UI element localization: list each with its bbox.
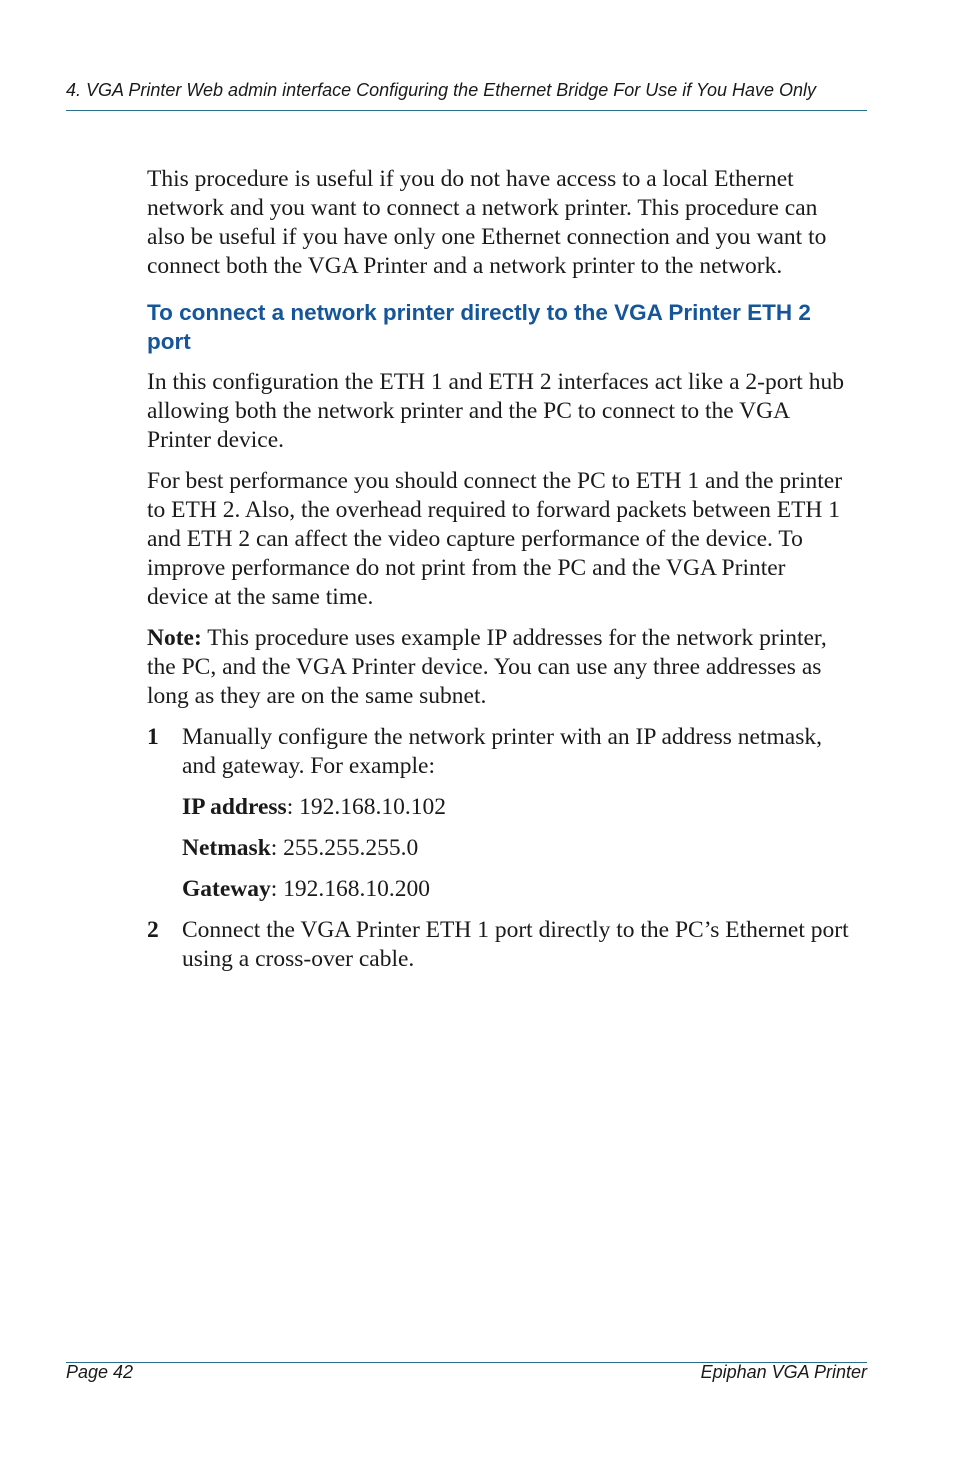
ip-address-setting bbox=[147, 793, 852, 822]
running-header: 4. VGA Printer Web admin interface Configuring the Ethernet Bridge For Use if You Have Only bbox=[66, 80, 817, 100]
page-number: Page 42 bbox=[66, 1362, 134, 1382]
step-1 bbox=[147, 723, 852, 781]
note-text: This procedure uses example IP addresses for the network printer, the PC, and the VGA Printer device. You can use any three addresses as long as they are on the same subnet. bbox=[147, 625, 827, 709]
configuration-paragraph: In this configuration the ETH 1 and ETH 2 interfaces act like a 2-port hub allowing both the network printer and the PC to connect to the VGA Printer device. bbox=[147, 369, 844, 453]
setting-label: Netmask bbox=[182, 835, 271, 861]
netmask-setting bbox=[147, 834, 852, 863]
note-label: Note: bbox=[147, 625, 202, 651]
setting-value: : 255.255.255.0 bbox=[270, 835, 419, 861]
setting-label: IP address bbox=[182, 794, 287, 820]
step-2 bbox=[147, 916, 852, 974]
intro-paragraph: This procedure is useful if you do not have access to a local Ethernet network and you want to connect a network printer. This procedure can also be useful if you have only one Ethernet connection and you want to connect both the VGA Printer and a network printer to the network. bbox=[147, 166, 827, 279]
step-number: 2 bbox=[147, 917, 159, 943]
performance-paragraph: For best performance you should connect the PC to ETH 1 and the printer to ETH 2. Also, the overhead required to forward packets between ETH 1 and ETH 2 can affect the video capture performance of the device. To improve performance do not print from the PC and the VGA Printer device at the same time. bbox=[147, 468, 843, 610]
setting-value: : 192.168.10.102 bbox=[286, 794, 446, 820]
step-text: Manually configure the network printer with an IP address netmask, and gateway. For example: bbox=[182, 724, 822, 779]
product-name: Epiphan VGA Printer bbox=[700, 1362, 867, 1382]
note-paragraph bbox=[147, 624, 852, 711]
step-number: 1 bbox=[147, 724, 159, 750]
step-text: Connect the VGA Printer ETH 1 port directly to the PC’s Ethernet port using a cross-over cable. bbox=[182, 917, 849, 972]
page-content bbox=[147, 165, 852, 986]
setting-value: : 192.168.10.200 bbox=[270, 876, 431, 902]
header-divider bbox=[66, 110, 867, 111]
procedure-heading: To connect a network printer directly to the VGA Printer ETH 2 port bbox=[147, 300, 811, 354]
setting-label: Gateway bbox=[182, 876, 271, 902]
gateway-setting bbox=[147, 875, 852, 904]
